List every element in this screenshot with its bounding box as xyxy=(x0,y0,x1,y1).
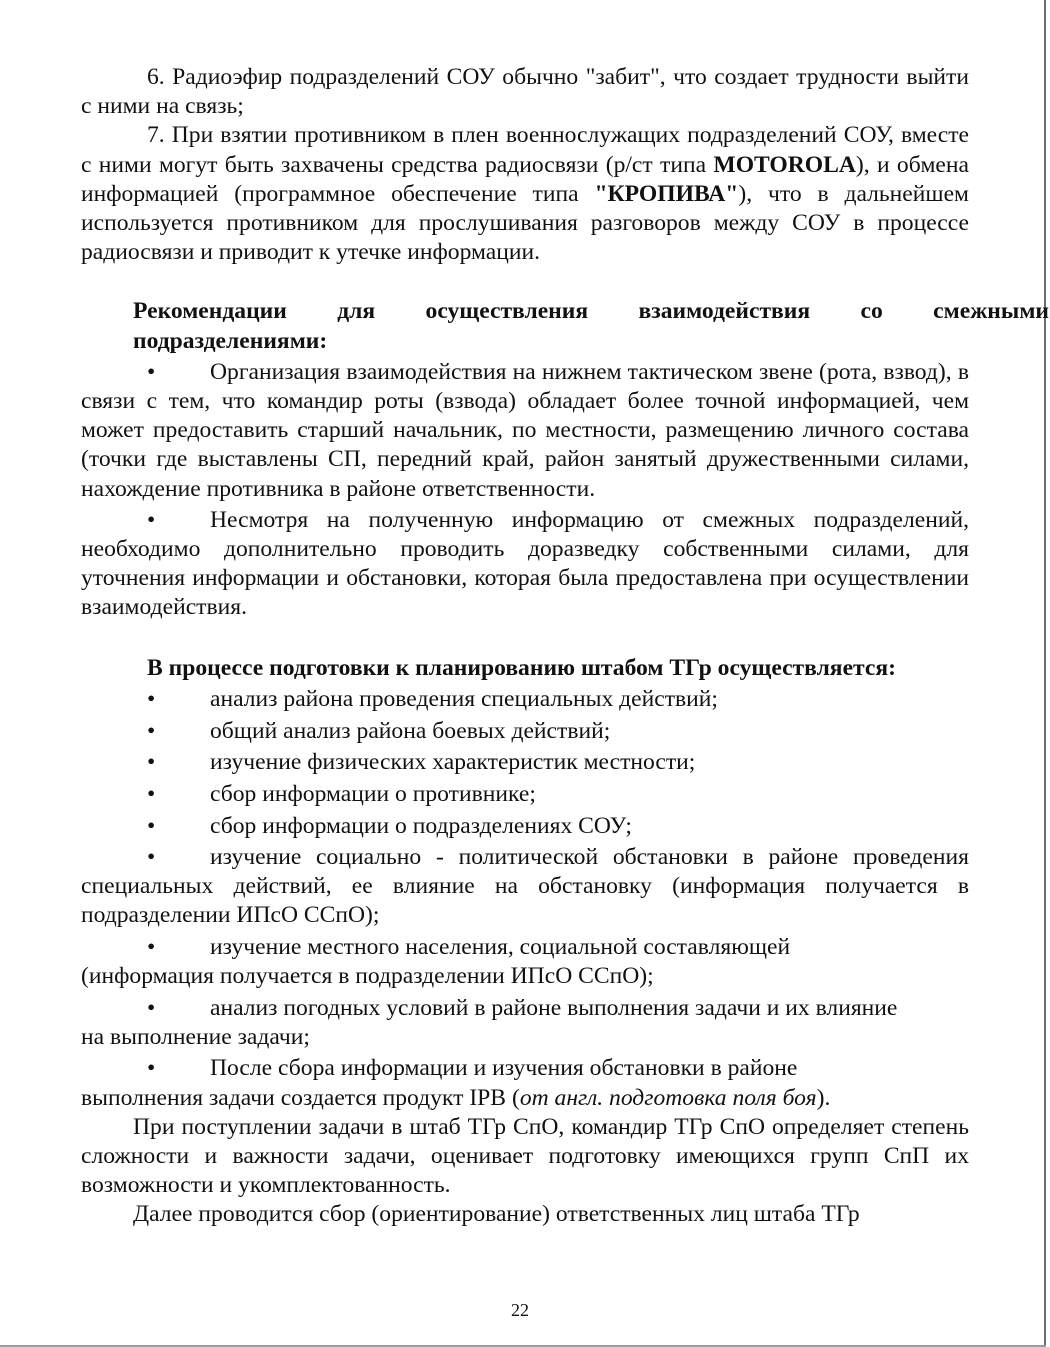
recommendation-bullet-1 xyxy=(81,358,969,504)
planning-bullet-3-text: изучение физических характеристик местности; xyxy=(210,749,696,776)
page-right-edge xyxy=(1044,0,1046,1347)
item-7-kropiva: "КРОПИВА" xyxy=(594,180,739,207)
paragraph-item-7 xyxy=(81,121,969,267)
planning-bullet-6 xyxy=(81,843,969,931)
planning-bullet-3 xyxy=(81,748,969,777)
bullet-icon: • xyxy=(147,843,156,870)
planning-bullet-2-text: общий анализ района боевых действий; xyxy=(210,717,611,744)
ipb-text-b: ). xyxy=(816,1084,831,1111)
recommendation-bullet-2 xyxy=(81,506,969,623)
planning-bullet-7-text: изучение местного населения, социальной составляющей xyxy=(210,933,791,960)
recommendations-heading-line1: Рекомендации для осуществления взаимодействия со смежными xyxy=(133,298,1049,325)
planning-bullet-9 xyxy=(81,1054,969,1083)
closing-paragraph-1: При поступлении задачи в штаб ТГр СпО, командир ТГр СпО определяет степень сложности и важности задачи, оценивает подготовку имеющихся групп СпП их возможности и укомплектованность. xyxy=(81,1113,969,1199)
ipb-text-a: выполнения задачи создается продукт IPB ( xyxy=(81,1084,520,1111)
ipb-italic: от англ. подготовка поля боя xyxy=(519,1084,817,1111)
bullet-icon: • xyxy=(147,506,156,533)
closing-paragraph-2: Далее проводится сбор (ориентирование) ответственных лиц штаба ТГр xyxy=(133,1201,860,1228)
planning-bullet-1-text: анализ района проведения специальных действий; xyxy=(210,686,718,713)
spacer xyxy=(81,267,969,297)
planning-heading: В процессе подготовки к планированию штабом ТГр осуществляется: xyxy=(147,654,897,681)
page-number: 22 xyxy=(511,1300,529,1320)
recommendations-heading-line2: подразделениями: xyxy=(133,327,328,354)
bullet-icon: • xyxy=(147,781,156,808)
planning-bullet-8 xyxy=(81,994,969,1023)
planning-bullet-7-cont: (информация получается в подразделении ИПсО ССпО); xyxy=(81,963,654,990)
planning-bullet-7 xyxy=(81,933,969,962)
planning-bullet-6-text: изучение социально - политической обстановки в районе проведения специальных действий, ее влияние на обстановку (информация получается в подразделении ИПсО ССпО); xyxy=(81,843,969,929)
item-7-text-a: 7. При взятии противником в плен военнослужащих подразделений СОУ, вместе с ними могут быть захвачены средства радиосвязи (р/ст типа xyxy=(81,122,969,178)
recommendation-bullet-2-text: Несмотря на полученную информацию от смежных подразделений, необходимо дополнительно проводить доразведку собственными силами, для уточнения информации и обстановки, которая была предоставлена при осуществлении взаимодействия. xyxy=(81,506,969,621)
item-7-text-c: ), что в дальнейшем используется противником для прослушивания разговоров между СОУ в процессе радиосвязи и приводит к утечке информации. xyxy=(81,180,969,266)
bullet-icon: • xyxy=(147,717,156,744)
bullet-icon: • xyxy=(147,358,156,385)
planning-bullet-8-cont: на выполнение задачи; xyxy=(81,1023,310,1050)
bullet-icon: • xyxy=(147,749,156,776)
item-7-motorola: MOTOROLA xyxy=(713,151,856,178)
planning-bullet-4 xyxy=(81,780,969,809)
spacer xyxy=(81,623,969,654)
planning-bullet-2 xyxy=(81,717,969,746)
planning-bullet-5-text: сбор информации о подразделениях СОУ; xyxy=(210,812,632,839)
planning-bullet-9-text: После сбора информации и изучения обстановки в районе xyxy=(210,1055,798,1082)
planning-bullet-4-text: сбор информации о противнике; xyxy=(210,781,536,808)
item-7-text-b: ), и обмена информацией (программное обеспечение типа xyxy=(81,151,969,207)
document-body xyxy=(81,63,1049,1230)
bullet-icon: • xyxy=(147,933,156,960)
bullet-icon: • xyxy=(147,1055,156,1082)
bullet-icon: • xyxy=(147,812,156,839)
paragraph-item-6: 6. Радиоэфир подразделений СОУ обычно "забит", что создает трудности выйти с ними на связь; xyxy=(81,64,969,120)
planning-bullet-8-text: анализ погодных условий в районе выполнения задачи и их влияние xyxy=(210,994,898,1021)
recommendation-bullet-1-text: Организация взаимодействия на нижнем тактическом звене (рота, взвод), в связи с тем, что командир роты (взвода) обладает более точной информацией, чем может предоставить старший начальник, по местности, размещению личного состава (точки где выставлены СП, передний край, район занятый дружественными силами, нахождение противника в районе ответственности. xyxy=(81,358,969,502)
planning-bullet-9-cont xyxy=(81,1084,969,1113)
bullet-icon: • xyxy=(147,686,156,713)
recommendations-heading xyxy=(133,297,1049,355)
planning-bullet-1 xyxy=(81,685,969,714)
planning-bullet-5 xyxy=(81,812,969,841)
bullet-icon: • xyxy=(147,994,156,1021)
